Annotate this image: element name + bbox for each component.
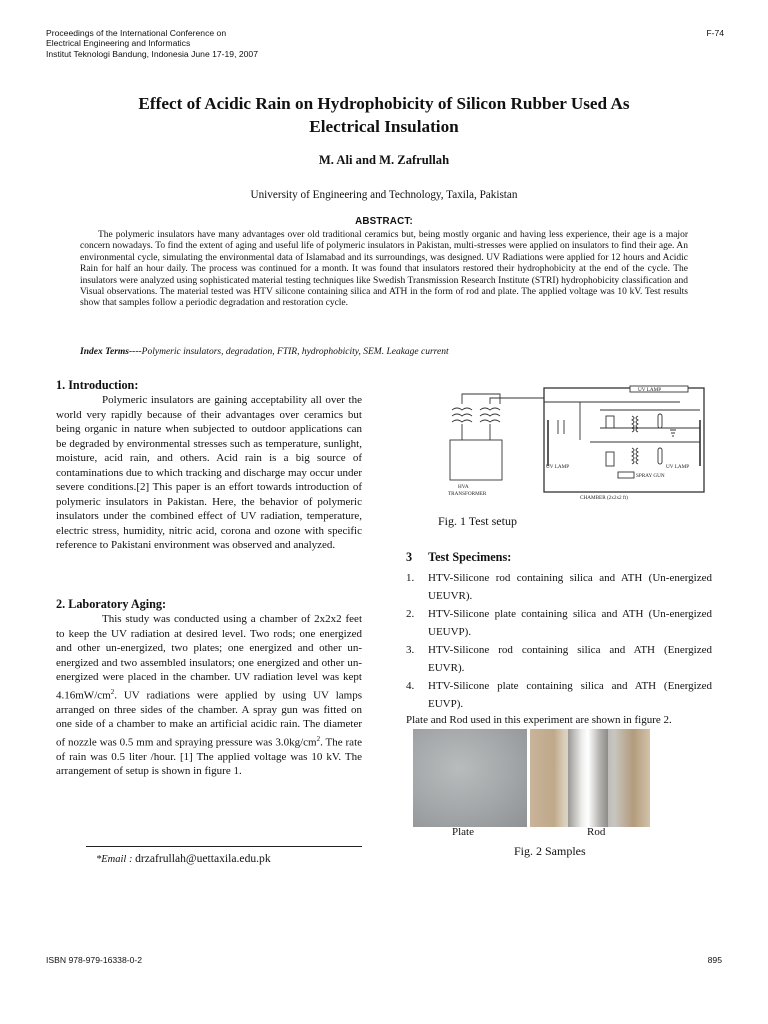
label-uv-lamp-left: UV LAMP — [546, 464, 570, 470]
specimens-note: Plate and Rod used in this experiment are shown in figure 2. — [406, 714, 672, 726]
rod-label: Rod — [587, 826, 606, 838]
label-transformer-2: TRANSFORMER — [448, 491, 487, 497]
figure-2-caption: Fig. 2 Samples — [514, 844, 586, 858]
lab-section — [56, 612, 362, 779]
figure-1-test-setup — [440, 380, 710, 502]
abstract-text: The polymeric insulators have many advantages over old traditional ceramics but, being mostly organic and having less experience, their age is a major concern nowadays. To find the extent of aging and useful life of polymeric insulators in Pakistan, multi-stresses were applied on insulators to find their age. An environmental cycle, simulating the environmental data of Islamabad and its surroundings, was designed. UV Radiations were applied for 12 hours and Acidic Rain for half an hour daily. The process was continued for a month. It was found that insulators restored their hydrophobicity at the end of the cycle. The insulators were analyzed using sophisticated material testing techniques like Swedish Transmission Research Institute (STRI) hydrophobicity classification and Visual observations. The material tested was HTV silicone containing silica and ATH in the form of rod and plate. The applied voltage was 10 kV. Test results show that samples follow a periodic degradation and restoration cycle. — [80, 230, 688, 309]
lab-text-b: . UV radiations were applied by using UV lamps arranged on three sides of the chamber. A spray gun was fitted on one side of a chamber to make an artificial acidic rain. The diameter of nozzle was 0.5 mm and spraying pressure was 3.0kg/cm — [56, 689, 362, 749]
label-spray-gun: SPRAY GUN — [636, 473, 665, 479]
header-line-1: Proceedings of the International Conference on — [46, 28, 227, 38]
email-label: *Email : — [96, 854, 136, 865]
page-id: F-74 — [706, 28, 724, 38]
transformer-box — [450, 440, 502, 480]
specimens-heading — [406, 550, 511, 565]
label-uv-lamp-top: UV LAMP — [638, 387, 662, 393]
list-item: 2. HTV-Silicone plate containing silica and ATH (Un-energized UEUVP). — [406, 608, 712, 638]
list-item: 1. HTV-Silicone rod containing silica and ATH (Un-energized UEUVR). — [406, 572, 712, 602]
author-email — [96, 852, 271, 865]
footnote-rule — [86, 846, 362, 847]
transformer-coils-icon — [452, 394, 544, 440]
list-item: 3. HTV-Silicone rod containing silica and ATH (Energized EUVR). — [406, 644, 712, 674]
conference-header — [46, 28, 258, 59]
lab-text — [56, 612, 362, 779]
plate-sample-photo — [413, 729, 527, 827]
lab-text-c: . The rate of rain was 0.5 liter /hour. [1] The applied voltage was 10 kV. The arrangement of setup is shown in figure 1. — [56, 736, 363, 778]
lab-text-a: This study was conducted using a chamber of 2x2x2 feet to keep the UV radiation at desired level. Two rods; one energized and other un-energized, two plates; one energized and other un-energized and two assembled insulators; one energized and other un-energized were placed in the chamber. UV radiation level was kept 4.16mW/cm — [56, 613, 362, 702]
ground-icon — [670, 430, 676, 436]
paper-title — [40, 92, 728, 138]
abstract-heading: ABSTRACT: — [355, 216, 413, 227]
intro-heading: 1. Introduction: — [56, 378, 139, 392]
chamber-box — [544, 388, 704, 492]
lab-heading: 2. Laboratory Aging: — [56, 597, 167, 611]
specimens-list — [406, 569, 712, 713]
intro-section — [56, 393, 362, 553]
specimen-plate-2 — [606, 452, 614, 466]
authors: M. Ali and M. Zafrullah — [318, 153, 450, 167]
specimen-plate-1 — [606, 416, 614, 428]
specimen-rod-2 — [658, 448, 662, 464]
page-number: 895 — [707, 955, 722, 965]
specimens-list-container — [406, 569, 712, 713]
label-chamber: CHAMBER (2x2x2 ft) — [580, 495, 628, 501]
specimens-heading-text: Test Specimens: — [428, 550, 512, 564]
affiliation: University of Engineering and Technology, Taxila, Pakistan — [250, 189, 518, 201]
index-terms-label: Index Terms---- — [80, 347, 142, 357]
figure-1-caption: Fig. 1 Test setup — [438, 514, 517, 528]
index-terms — [80, 347, 688, 357]
label-transformer-1: HVA — [458, 484, 469, 490]
email-address: drzafrullah@uettaxila.edu.pk — [135, 852, 271, 865]
lab-sup-1: 2 — [110, 687, 115, 696]
index-terms-list: Polymeric insulators, degradation, FTIR, hydrophobicity, SEM. Leakage current — [141, 347, 449, 357]
list-item: 4. HTV-Silicone plate containing silica and ATH (Energized EUVP). — [406, 680, 712, 710]
assembled-insulator-1 — [632, 416, 638, 432]
specimen-rod-1 — [658, 414, 662, 428]
lab-sup-2: 2 — [316, 734, 321, 743]
isbn: ISBN 978-979-16338-0-2 — [46, 955, 143, 965]
header-line-2: Electrical Engineering and Informatics — [46, 38, 191, 49]
plate-label: Plate — [452, 826, 474, 838]
rod-sample-photo — [530, 729, 650, 827]
assembled-insulator-2 — [632, 448, 638, 464]
intro-text: Polymeric insulators are gaining acceptability all over the world very rapidly because of their advantages over ceramics but being organic in nature when subjected to outdoor applications can be degraded by environmental stresses such as temperature, sunlight, moisture, acid rain, and others. Acid rain is a big source of contaminations due to which tracking and discharge may occur under severe conditions.[2] This paper is an effort towards introduction of polymeric insulators in Pakistan. Here, the behavior of polymeric insulators under the combined effect of UV radiation, temperature, electric stress, humidity, nitric acid, corona and ozone with specific reference to Pakistani environment was observed and analyzed. — [56, 394, 362, 551]
rod-highlight — [568, 729, 608, 827]
specimens-heading-num: 3 — [406, 550, 413, 564]
spray-gun-icon — [618, 472, 634, 478]
title-line-2: Electrical Insulation — [309, 117, 459, 136]
title-line-1: Effect of Acidic Rain on Hydrophobicity of Silicon Rubber Used As — [138, 94, 630, 113]
label-uv-lamp-right: UV LAMP — [666, 464, 690, 470]
header-line-3: Institut Teknologi Bandung, Indonesia June 17-19, 2007 — [46, 48, 258, 59]
